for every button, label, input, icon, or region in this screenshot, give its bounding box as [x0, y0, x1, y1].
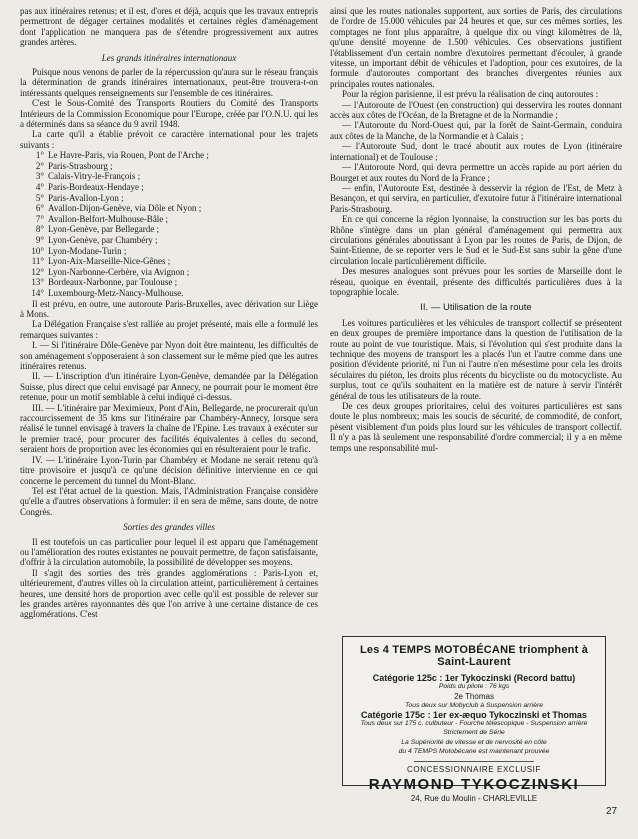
- paragraph: Tel est l'état actuel de la question. Mais, l'Administration Française considère qu'elle a d'autres observations à formuler: il en sera de même, sans doute, de notre Congrès.: [20, 485, 318, 517]
- heading-grands-itineraires: Les grands itinéraires internationaux: [101, 52, 237, 63]
- ad-slogan-2: du 4 TEMPS Motobécane est maintenant prouvée: [398, 747, 550, 755]
- ad-note-175: Tous deux sur 175 c. culbuteur - Fourche télescopique - Suspension arrière Strictement de Série: [360, 720, 588, 736]
- route-item: 14° Luxembourg-Metz-Nancy-Mulhouse.: [31, 288, 184, 298]
- heading-sorties: Sorties des grandes villes: [123, 522, 215, 533]
- paragraph: De ces deux groupes prioritaires, celui des voitures particulières est sans doute le plus nombreux; mais les soucis de sécurité, de commodité, de confort, pèsent visiblement d'un poids plus lourd sur les véhicules de transport collectif. Il n'y a pas là seulement une responsabilité d'ordre commercial; il y a en même temps une responsabilité mul-: [330, 401, 622, 453]
- autoroute-list: [330, 100, 622, 214]
- route-item: 4° Paris-Bordeaux-Hendaye ;: [35, 182, 144, 193]
- ad-concession: CONCESSIONNAIRE EXCLUSIF: [407, 765, 541, 774]
- ad-category-175: Catégorie 175c : 1er ex-æquo Tykoczinski et Thomas: [361, 710, 587, 720]
- paragraph: Pour la région parisienne, il est prévu la réalisation de cinq autoroutes :: [342, 89, 599, 100]
- ad-title: Les 4 TEMPS MOTOBÉCANE triomphent à Saint-Laurent: [359, 644, 589, 668]
- autoroute-item: — l'Autoroute Nord, qui devra permettre un accès rapide au port aérien du Bourget et aux routes du Nord de la France ;: [330, 162, 622, 183]
- route-item: 6° Avallon-Dijon-Genève, via Dôle et Nyon ;: [35, 203, 202, 214]
- remark-1: I. — Si l'itinéraire Dôle-Genève par Nyon doit être maintenu, les difficultés de son aménagement s'opposeraient à son classement sur le même pied que les autres itinéraires retenus.: [20, 340, 318, 372]
- route-item: 11° Lyon-Aix-Marseille-Nice-Gênes ;: [31, 256, 171, 267]
- intro-paragraph: pas aux itinéraires retenus; et il est, d'ores et déjà, acquis que les travaux entrepris permettront de dégager certaines modalités et certaines règles d'aménagement dont l'application ne manquera pas de s'étendre progressivement aux autres grandes artères.: [20, 6, 318, 48]
- heading-utilisation: II. — Utilisation de la route: [420, 302, 532, 314]
- paragraph: Puisque nous venons de parler de la répercussion qu'aura sur le réseau français la détermination de grands itinéraires internationaux, peut-être trouvera-t-on intéressants quelques renseignements sur l'ensemble de ces itinéraires.: [20, 67, 318, 98]
- remark-3: III. — L'itinéraire par Meximieux, Pont d'Ain, Bellegarde, ne procurerait qu'un raccourcissement de 35 kms sur l'itinéraire par Chambéry-Annecy, lorsque sera réalisé le tunnel envisagé à travers la chaîne de l'Epine. Les travaux à exécuter sur le premier tracé, pour procurer des facilités équivalentes à celles du second, seraient hors de proportion avec les économies qui en résulteraient pour le trafic.: [20, 402, 318, 455]
- paragraph: Les voitures particulières et les véhicules de transport collectif se présentent en deux groupes de première importance dans la question de l'utilisation de la route au point de vue touristique. Mais, si l'évolution qui s'est produite dans la technique des moyens de transport les a placés l'un et l'autre comme dans une position d'évidente priorité, ni l'un ni l'autre n'en mésestime pour cela les droits séculaires du piéton, les droits plus récents du bicycliste ou du motocycliste. Au surplus, tout ce qu'ils souhaitent en la matière est de nature à servir l'intérêt général de tous les utilisateurs de la route.: [330, 317, 622, 401]
- paragraph: Il est prévu, en outre, une autoroute Paris-Bruxelles, avec dérivation sur Liège à Mons.: [20, 298, 318, 319]
- paragraph: En ce qui concerne la région lyonnaise, la construction sur les bas ports du Rhône s'intègre dans un plan général d'aménagement qui permettra aux circulations générales aboutissant à Lyon par les routes de Paris, de Dijon, de Saint-Etienne, de se reporter vers le Sud et le Sud-Est sans subir la gêne d'une circulation locale particulièrement difficile.: [330, 214, 622, 266]
- route-item: 5° Paris-Avallon-Lyon ;: [35, 192, 124, 203]
- route-item: 3° Calais-Vitry-le-François ;: [35, 171, 141, 182]
- ad-note-125: Tous deux sur Mobyclub à Suspension arrière: [404, 701, 544, 709]
- paragraph: C'est le Sous-Comité des Transports Routiers du Comité des Transports Intérieurs de la Commission Economique pour l'Europe, créée par l'O.N.U. qui les a déterminés dans sa séance du 9 avril 1948.: [20, 98, 318, 130]
- paragraph: ainsi que les routes nationales supportent, aux sorties de Paris, des circulations de l'ordre de 15.000 véhicules par 24 heures et que, sur ces mêmes sorties, les comptages ne font plus apparaître, à quelque dix ou vingt kilomètres de là, qu'une densité moyenne de 1.500 véhicules. Ces observations justifient l'établissement d'un certain nombre d'exutoires permettant d'écouler, à grande vitesse, un important débit de véhicules et l'adoption, pour ces exutoires, de la formule d'autoroutes comportant des branches divergentes réunies aux principales routes nationales.: [330, 6, 622, 89]
- route-item: 8° Lyon-Genève, par Bellegarde ;: [35, 224, 159, 235]
- route-item: 1° Le Havre-Paris, via Rouen, Pont de l'Arche ;: [35, 150, 209, 161]
- autoroute-item: — enfin, l'Autoroute Est, destinée à desservir la région de l'Est, de Metz à Besançon, et qui servira, en particulier, d'exutoire futur à l'itinéraire international Paris-Strasbourg.: [330, 182, 622, 214]
- route-item: 13° Bordeaux-Narbonne, par Toulouse ;: [31, 277, 178, 288]
- ad-slogan-1: La Supériorité de vitesse et de nervosité en côte: [401, 739, 547, 746]
- paragraph: La carte qu'il a établie prévoit ce caractère international pour les trajets suivants :: [20, 129, 318, 150]
- ad-address: 24, Rue du Moulin - CHARLEVILLE: [410, 794, 538, 803]
- route-list: [26, 150, 318, 298]
- remark-2: II. — L'inscription d'un itinéraire Lyon-Genève, demandée par la Délégation Suisse, plus direct que celui envisagé par Annecy, ne pourrait pour le moment être retenue, pour un motif semblable à celui indiqué ci-dessus.: [20, 371, 318, 403]
- autoroute-item: — l'Autoroute Sud, dont le tracé aboutit aux routes de Lyon (itinéraire international) et de Toulouse ;: [330, 141, 622, 162]
- route-item: 9° Lyon-Genève, par Chambéry ;: [35, 235, 158, 246]
- paragraph: La Délégation Française s'est ralliée au projet présenté, mais elle a formulé les remarques suivantes :: [20, 319, 318, 340]
- paragraph: Il est toutefois un cas particulier pour lequel il est apparu que l'aménagement ou l'amélioration des routes existantes ne pouvait permettre, de façon satisfaisante, d'offrir à la circulation automobile, la possibilité de développer ses moyens.: [20, 536, 318, 568]
- ad-pilot-weight: Poids du pilote : 76 kgs: [438, 683, 510, 690]
- page-number: 27: [606, 806, 618, 817]
- paragraph: Des mesures analogues sont prévues pour les sorties de Marseille dont le réseau, quoique en éventail, présente des difficultés particulières dues à la topographie locale.: [330, 266, 622, 297]
- route-item: 7° Avallon-Belfort-Mulhouse-Bâle ;: [35, 213, 169, 224]
- ad-second-place: 2e Thomas: [454, 691, 494, 701]
- motobecane-advertisement: [342, 636, 606, 803]
- route-item: 12° Lyon-Narbonne-Cerbère, via Avignon ;: [31, 266, 190, 277]
- ad-divider: [414, 761, 534, 762]
- paragraph: Il s'agit des sorties des très grandes agglomérations : Paris-Lyon et, ultérieurement, d'autres villes où la circulation atteint, particulièrement à certaines heures, une densité hors de proportion avec celle qu'il est possible de relever sur les grandes artères rayonnantes dès que l'on arrive à une certaine distance de ces agglomérations. C'est: [20, 567, 318, 620]
- autoroute-item: — l'Autoroute de l'Ouest (en construction) qui desservira les routes donnant accès aux côtes de l'Océan, de la Bretagne et de la Normandie ;: [330, 99, 622, 121]
- route-item: 2° Paris-Strasbourg ;: [35, 160, 113, 171]
- left-column: [20, 6, 318, 620]
- autoroute-item: — l'Autoroute du Nord-Ouest qui, par la forêt de Saint-Germain, conduira aux côtes de la Manche, de la Normandie et à Calais ;: [330, 120, 622, 141]
- ad-category-125: Catégorie 125c : 1er Tykoczinski (Record battu): [372, 673, 576, 683]
- route-item: 10° Lyon-Modane-Turin ;: [31, 245, 127, 256]
- ad-dealer-name: RAYMOND TYKOCZINSKI: [368, 776, 580, 793]
- remark-4: IV. — L'itinéraire Lyon-Turin par Chambéry et Modane ne serait retenu qu'à titre provisoire et jusqu'à ce qu'une décision définitive intervienne en ce qui concerne le percement du tunnel du Mont-Blanc.: [20, 454, 318, 486]
- right-column: [330, 6, 622, 453]
